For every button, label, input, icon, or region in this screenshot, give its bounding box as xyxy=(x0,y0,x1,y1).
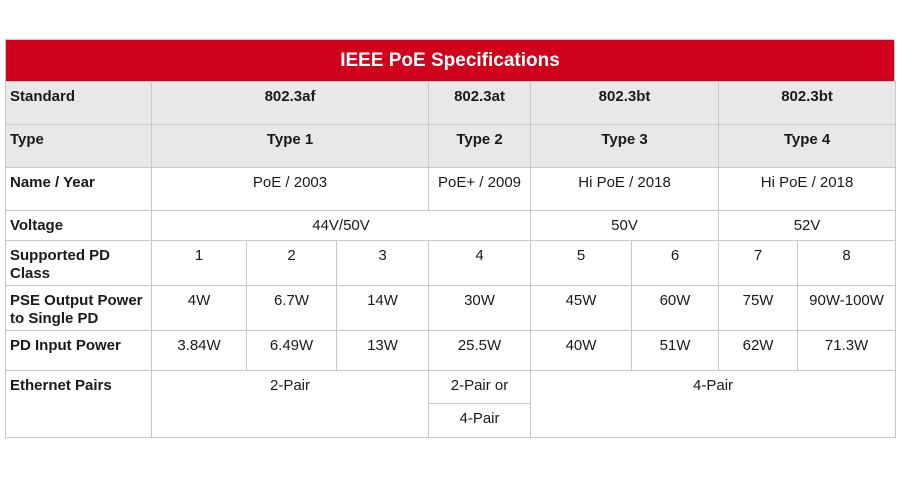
type-1: Type 1 xyxy=(152,125,429,168)
table-row-name-year xyxy=(6,168,896,211)
row-label-standard: Standard xyxy=(6,82,152,125)
pd-input-class-4: 25.5W xyxy=(429,331,531,371)
pd-class-2: 2 xyxy=(247,241,337,286)
row-label-pd-class: Supported PD Class xyxy=(6,241,152,286)
table-row-type xyxy=(6,125,896,168)
ethernet-pairs-type-2-line-1: 2-Pair or xyxy=(429,371,531,404)
table-row-ethernet-pairs-a xyxy=(6,371,896,404)
voltage-type-1-2: 44V/50V xyxy=(152,211,531,241)
pd-class-5: 5 xyxy=(531,241,632,286)
standard-bt-4: 802.3bt xyxy=(719,82,896,125)
pd-class-1: 1 xyxy=(152,241,247,286)
voltage-type-4: 52V xyxy=(719,211,896,241)
row-label-voltage: Voltage xyxy=(6,211,152,241)
table-row-voltage xyxy=(6,211,896,241)
pd-class-4: 4 xyxy=(429,241,531,286)
ethernet-pairs-type-3-4: 4-Pair xyxy=(531,371,896,438)
pd-input-class-6: 51W xyxy=(632,331,719,371)
table-row-pd-class xyxy=(6,241,896,286)
pd-input-class-5: 40W xyxy=(531,331,632,371)
type-2: Type 2 xyxy=(429,125,531,168)
pse-power-class-8: 90W-100W xyxy=(798,286,896,331)
type-3: Type 3 xyxy=(531,125,719,168)
standard-at: 802.3at xyxy=(429,82,531,125)
pse-power-class-2: 6.7W xyxy=(247,286,337,331)
table-row-standard xyxy=(6,82,896,125)
name-year-type-4: Hi PoE / 2018 xyxy=(719,168,896,211)
name-year-type-2: PoE+ / 2009 xyxy=(429,168,531,211)
row-label-pd-input: PD Input Power xyxy=(6,331,152,371)
pse-power-class-1: 4W xyxy=(152,286,247,331)
pd-input-class-2: 6.49W xyxy=(247,331,337,371)
standard-bt-3: 802.3bt xyxy=(531,82,719,125)
pd-input-class-7: 62W xyxy=(719,331,798,371)
pd-input-class-3: 13W xyxy=(337,331,429,371)
pse-power-class-3: 14W xyxy=(337,286,429,331)
row-label-type: Type xyxy=(6,125,152,168)
pse-power-class-5: 45W xyxy=(531,286,632,331)
table-row-pse-power xyxy=(6,286,896,331)
pse-power-class-7: 75W xyxy=(719,286,798,331)
type-4: Type 4 xyxy=(719,125,896,168)
table-title: IEEE PoE Specifications xyxy=(5,39,895,81)
row-label-ethernet-pairs: Ethernet Pairs xyxy=(6,371,152,438)
row-label-name-year: Name / Year xyxy=(6,168,152,211)
pd-input-class-1: 3.84W xyxy=(152,331,247,371)
poe-spec-table-container xyxy=(5,39,895,438)
ethernet-pairs-type-2-line-2: 4-Pair xyxy=(429,404,531,438)
standard-af: 802.3af xyxy=(152,82,429,125)
name-year-type-3: Hi PoE / 2018 xyxy=(531,168,719,211)
pd-class-7: 7 xyxy=(719,241,798,286)
pd-class-3: 3 xyxy=(337,241,429,286)
pd-input-class-8: 71.3W xyxy=(798,331,896,371)
poe-spec-table xyxy=(5,81,896,438)
name-year-type-1: PoE / 2003 xyxy=(152,168,429,211)
table-row-pd-input xyxy=(6,331,896,371)
pd-class-6: 6 xyxy=(632,241,719,286)
pse-power-class-4: 30W xyxy=(429,286,531,331)
pse-power-class-6: 60W xyxy=(632,286,719,331)
ethernet-pairs-type-1: 2-Pair xyxy=(152,371,429,438)
row-label-pse-power: PSE Output Power to Single PD xyxy=(6,286,152,331)
pd-class-8: 8 xyxy=(798,241,896,286)
voltage-type-3: 50V xyxy=(531,211,719,241)
